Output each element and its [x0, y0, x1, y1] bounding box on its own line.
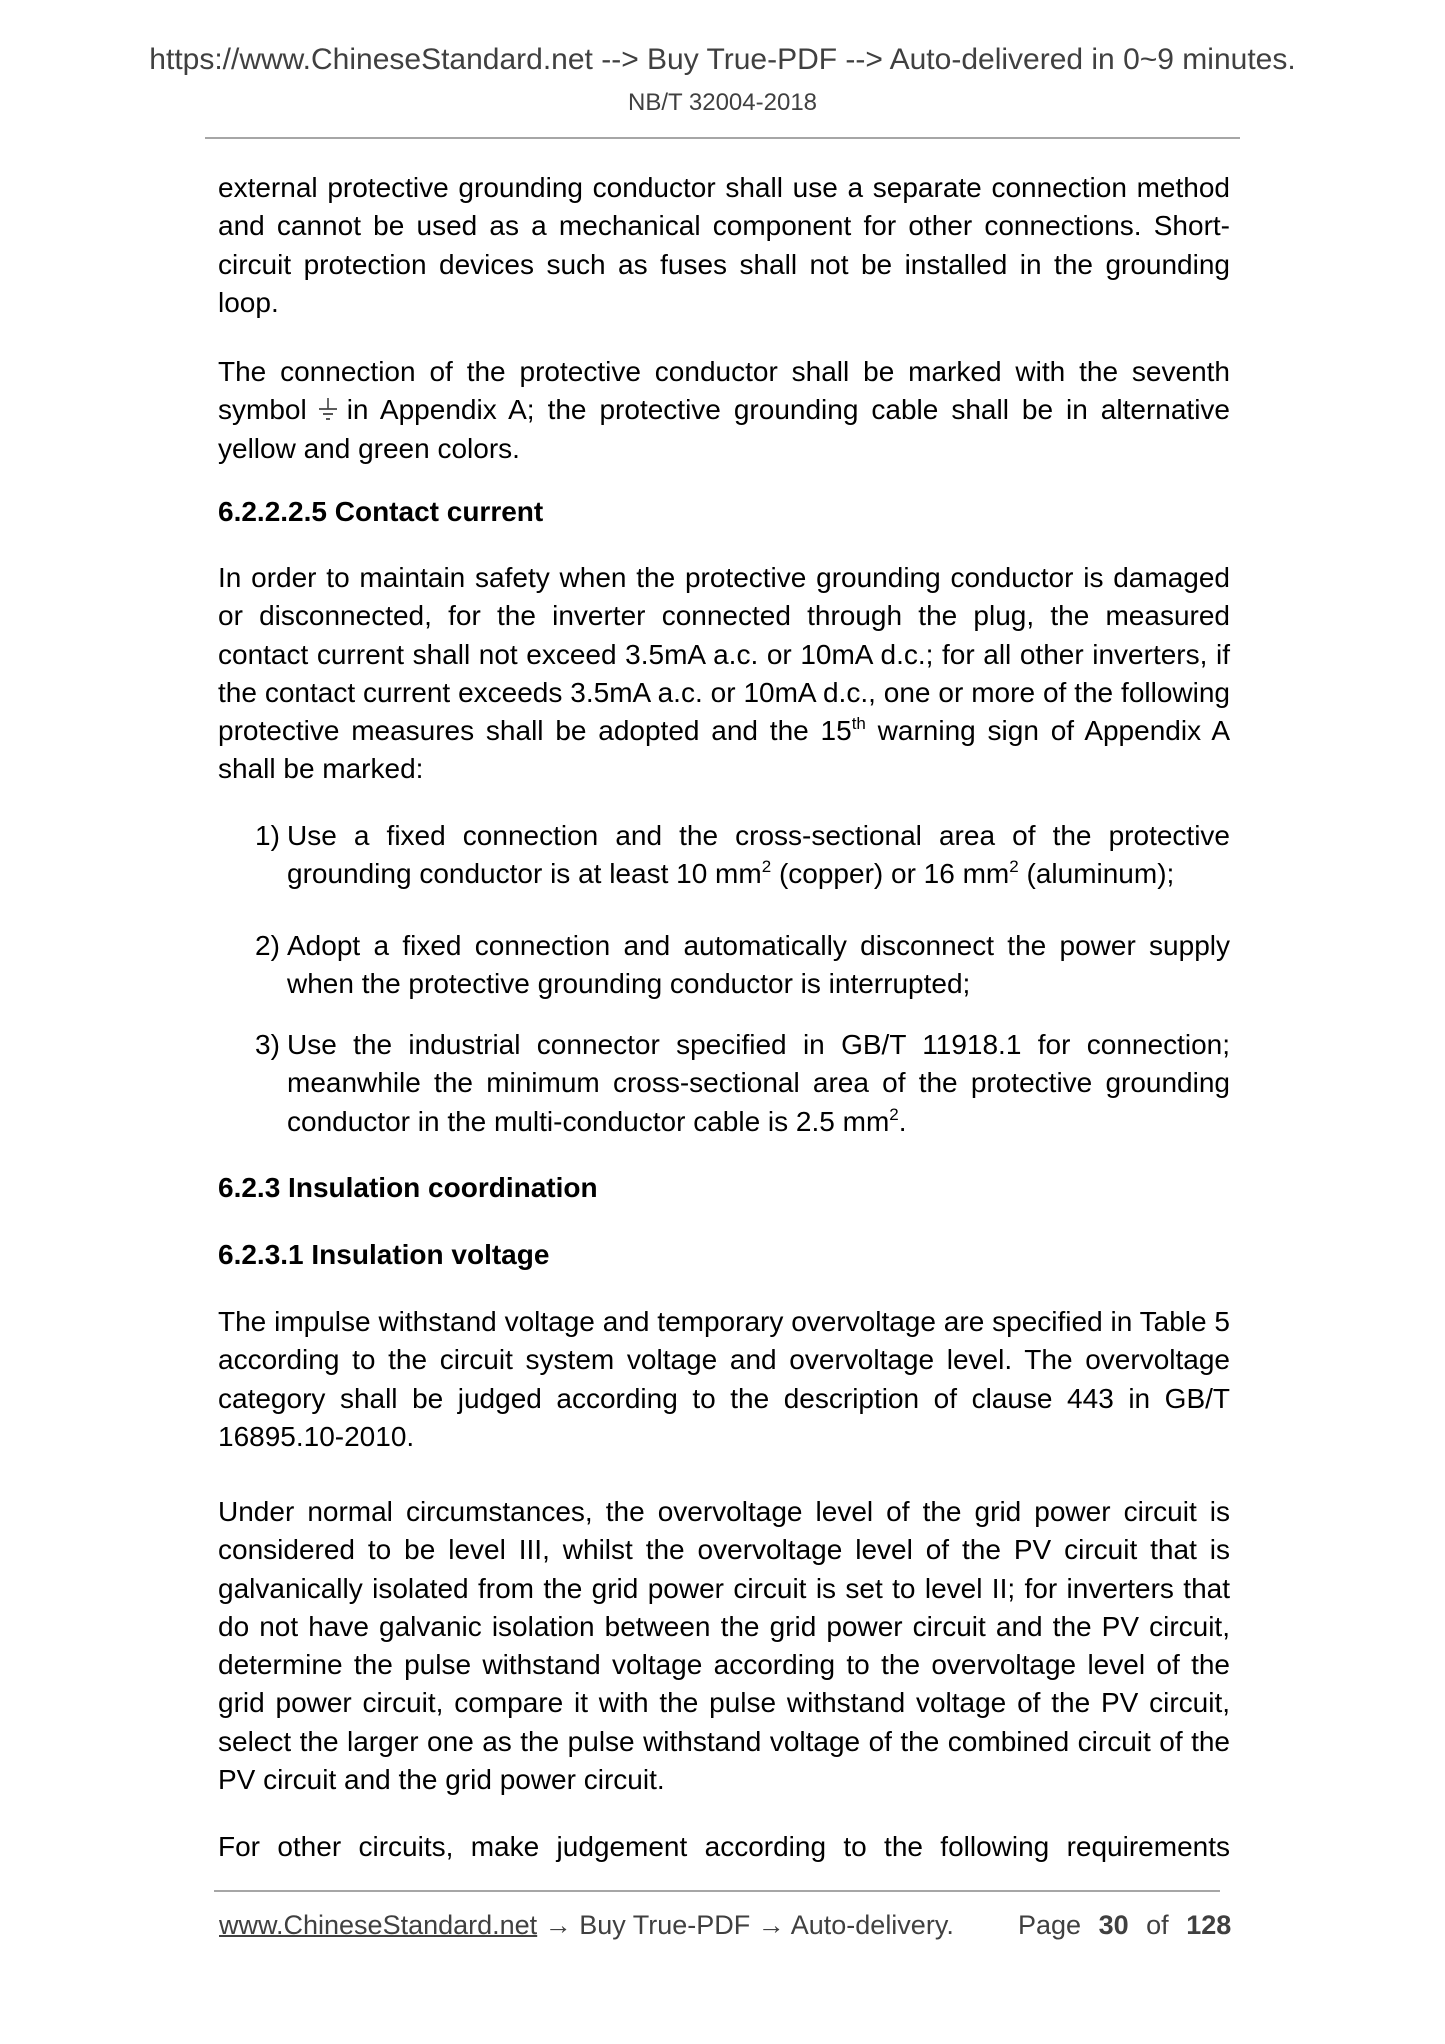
text-run: Use the industrial connector specified in GB/T 11918.1 for connection; meanwhile the minimum cross-sectional area of the protective grounding conductor in the multi-conductor cable is 2.5 mm	[287, 1029, 1230, 1137]
ground-symbol-icon	[317, 397, 339, 423]
chinesestandard-link[interactable]: www.ChineseStandard.net	[219, 1910, 538, 1940]
paragraph-text-after-symbol: in Appendix A; the protective grounding cable shall be in alternative yellow and green colors.	[218, 394, 1230, 464]
list-item-text	[287, 1026, 1230, 1141]
paragraph-other-circuits: For other circuits, make judgement according to the following requirements	[218, 1831, 1230, 1862]
current-page-number: 30	[1098, 1910, 1129, 1940]
paragraph-insulation-voltage: The impulse withstand voltage and temporary overvoltage are specified in Table 5 according to the circuit system voltage and overvoltage level. The overvoltage category shall be judged according to the description of clause 443 in GB/T 16895.10-2010.	[218, 1306, 1230, 1452]
standard-number: NB/T 32004-2018	[627, 89, 818, 116]
paragraph-protective-conductor-marking	[218, 353, 1230, 468]
section-heading-6-2-3-1: 6.2.3.1 Insulation voltage	[218, 1239, 550, 1270]
section-heading-6-2-2-2-5: 6.2.2.2.5 Contact current	[218, 496, 544, 527]
list-item-number: 3)	[255, 1029, 280, 1060]
paragraph-grounding-connection: external protective grounding conductor shall use a separate connection method and cannot be used as a mechanical component for other connections. Short-circuit protection devices such as fuses shall not be installed in the grounding loop.	[218, 172, 1230, 318]
superscript: 2	[889, 1104, 899, 1124]
list-item	[255, 927, 1230, 1004]
superscript: 2	[1009, 857, 1019, 877]
of-label: of	[1146, 1910, 1169, 1940]
total-pages: 128	[1186, 1910, 1232, 1940]
list-item-number: 1)	[255, 820, 280, 851]
paragraph-text: warning sign of Appendix A shall be marked:	[218, 715, 1231, 785]
ordinal-superscript: th	[851, 714, 866, 734]
text-run: (aluminum);	[1018, 858, 1175, 890]
page-indicator	[1018, 1908, 1231, 1942]
footer-divider	[214, 1890, 1220, 1892]
list-item	[255, 817, 1230, 894]
text-run: Adopt a fixed connection and automatically disconnect the power supply when the protective grounding conductor is interrupted;	[287, 930, 1230, 1000]
paragraph-text-before-symbol: The connection of the protective conductor shall be marked with the seventh symbol	[218, 356, 1230, 426]
list-item-text	[287, 927, 1230, 1004]
list-item-text	[287, 817, 1230, 894]
footer-tagline	[219, 1908, 954, 1942]
paragraph-contact-current	[218, 559, 1230, 789]
paragraph-text: In order to maintain safety when the protective grounding conductor is damaged or disconnected, for the inverter connected through the plug, the measured contact current shall not exceed 3.5mA a.c. or 10mA d.c.; for all other inverters, if the contact current exceeds 3.5mA a.c. or 10mA d.c., one or more of the following protective measures shall be adopted and the 15	[218, 562, 1230, 747]
superscript: 2	[761, 857, 772, 877]
paragraph-overvoltage-level: Under normal circumstances, the overvoltage level of the grid power circuit is considered to be level III, whilst the overvoltage level of the PV circuit that is galvanically isolated from the grid power circuit is set to level II; for inverters that do not have galvanic isolation between the grid power circuit and the PV circuit, determine the pulse withstand voltage according to the overvoltage level of the grid power circuit, compare it with the pulse withstand voltage of the PV circuit, select the larger one as the pulse withstand voltage of the combined circuit of the PV circuit and the grid power circuit.	[218, 1496, 1230, 1796]
list-item-number: 2)	[255, 930, 280, 961]
list-item	[255, 1026, 1230, 1141]
header-divider	[205, 137, 1240, 139]
section-heading-6-2-3: 6.2.3 Insulation coordination	[218, 1172, 598, 1203]
text-run: .	[898, 1105, 907, 1137]
text-run: (copper) or 16 mm	[771, 858, 1010, 890]
header-banner: https://www.ChineseStandard.net --> Buy True-PDF --> Auto-delivered in 0~9 minutes.	[149, 43, 1296, 76]
text-run: Use a fixed connection and the cross-sectional area of the protective grounding conductor is at least 10 mm	[287, 820, 1230, 890]
footer-tagline-text: → Buy True-PDF → Auto-delivery.	[537, 1910, 954, 1940]
page-label: Page	[1018, 1910, 1082, 1940]
